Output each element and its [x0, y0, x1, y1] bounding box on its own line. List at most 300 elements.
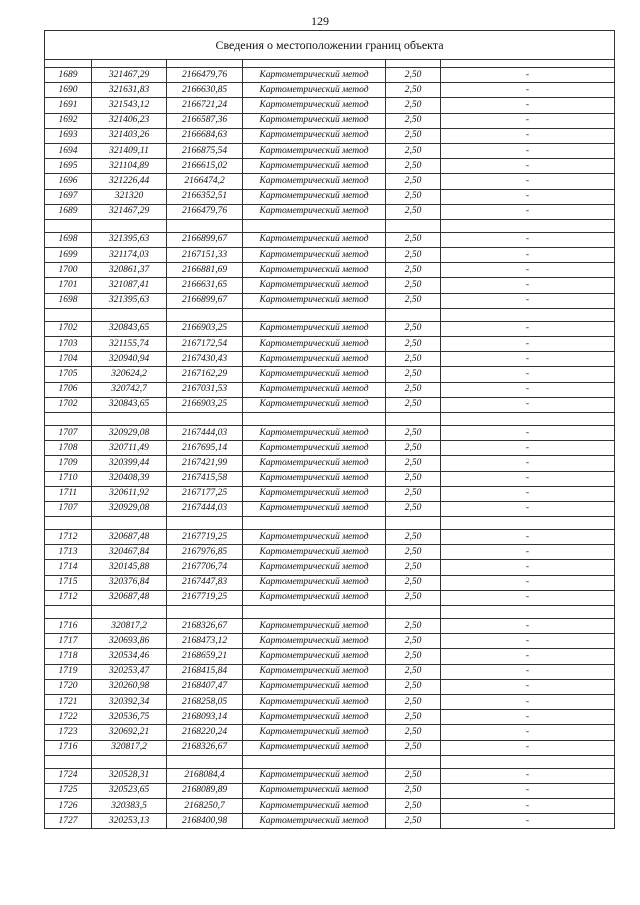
empty-cell — [167, 755, 243, 768]
table-row — [45, 189, 615, 204]
table-row — [45, 232, 615, 247]
empty-cell — [92, 755, 167, 768]
accuracy-cell: 2,50 — [386, 575, 441, 590]
table-row — [45, 783, 615, 798]
method-cell: Картометрический метод — [243, 68, 386, 83]
accuracy-cell: 2,50 — [386, 337, 441, 352]
point-number-cell: 1689 — [45, 204, 92, 219]
coord-x-cell: 320528,31 — [92, 768, 167, 783]
description-cell: - — [441, 486, 615, 501]
accuracy-cell: 2,50 — [386, 441, 441, 456]
point-number-cell: 1717 — [45, 634, 92, 649]
accuracy-cell: 2,50 — [386, 68, 441, 83]
description-cell: - — [441, 425, 615, 440]
description-cell: - — [441, 83, 615, 98]
point-number-cell: 1716 — [45, 740, 92, 755]
point-number-cell: 1702 — [45, 397, 92, 412]
point-number-cell: 1691 — [45, 98, 92, 113]
point-number-cell: 1727 — [45, 814, 92, 829]
accuracy-cell: 2,50 — [386, 278, 441, 293]
description-cell: - — [441, 725, 615, 740]
coord-x-cell: 320861,37 — [92, 263, 167, 278]
point-number-cell: 1694 — [45, 143, 92, 158]
empty-cell — [386, 606, 441, 619]
description-cell: - — [441, 501, 615, 516]
accuracy-cell: 2,50 — [386, 456, 441, 471]
table-row — [45, 799, 615, 814]
accuracy-cell: 2,50 — [386, 501, 441, 516]
method-cell: Картометрический метод — [243, 694, 386, 709]
empty-cell — [92, 219, 167, 232]
method-cell: Картометрический метод — [243, 143, 386, 158]
point-number-cell: 1705 — [45, 367, 92, 382]
accuracy-cell: 2,50 — [386, 204, 441, 219]
accuracy-cell: 2,50 — [386, 740, 441, 755]
empty-cell — [167, 308, 243, 321]
description-cell: - — [441, 128, 615, 143]
point-number-cell: 1719 — [45, 664, 92, 679]
table-row — [45, 397, 615, 412]
point-number-cell: 1713 — [45, 545, 92, 560]
coord-y-cell: 2167162,29 — [167, 367, 243, 382]
point-number-cell: 1718 — [45, 649, 92, 664]
coord-y-cell: 2167706,74 — [167, 560, 243, 575]
coord-y-cell: 2166479,76 — [167, 204, 243, 219]
point-number-cell: 1712 — [45, 530, 92, 545]
table-row — [45, 471, 615, 486]
coord-y-cell: 2167151,33 — [167, 248, 243, 263]
empty-cell — [386, 412, 441, 425]
table-row — [45, 278, 615, 293]
method-cell: Картометрический метод — [243, 204, 386, 219]
coord-x-cell: 320624,2 — [92, 367, 167, 382]
coord-y-cell: 2167695,14 — [167, 441, 243, 456]
coord-x-cell: 320611,92 — [92, 486, 167, 501]
accuracy-cell: 2,50 — [386, 232, 441, 247]
coord-x-cell: 321320 — [92, 189, 167, 204]
header-spacer-row — [45, 60, 615, 68]
point-number-cell: 1706 — [45, 382, 92, 397]
description-cell: - — [441, 768, 615, 783]
empty-cell — [243, 517, 386, 530]
empty-cell — [167, 606, 243, 619]
method-cell: Картометрический метод — [243, 783, 386, 798]
coord-x-cell: 321155,74 — [92, 337, 167, 352]
table-row — [45, 293, 615, 308]
empty-cell — [45, 412, 92, 425]
point-number-cell: 1709 — [45, 456, 92, 471]
coord-y-cell: 2168093,14 — [167, 710, 243, 725]
coord-y-cell: 2168258,05 — [167, 694, 243, 709]
description-cell: - — [441, 799, 615, 814]
accuracy-cell: 2,50 — [386, 664, 441, 679]
point-number-cell: 1716 — [45, 619, 92, 634]
empty-cell — [92, 606, 167, 619]
coord-y-cell: 2167430,43 — [167, 352, 243, 367]
coord-x-cell: 320843,65 — [92, 397, 167, 412]
table-row — [45, 725, 615, 740]
coord-y-cell: 2167421,99 — [167, 456, 243, 471]
method-cell: Картометрический метод — [243, 189, 386, 204]
table-row — [45, 321, 615, 336]
point-number-cell: 1723 — [45, 725, 92, 740]
description-cell: - — [441, 694, 615, 709]
table-row — [45, 649, 615, 664]
method-cell: Картометрический метод — [243, 664, 386, 679]
description-cell: - — [441, 68, 615, 83]
coord-y-cell: 2168250,7 — [167, 799, 243, 814]
table-row — [45, 248, 615, 263]
table-row — [45, 204, 615, 219]
coord-y-cell: 2168220,24 — [167, 725, 243, 740]
point-number-cell: 1698 — [45, 232, 92, 247]
accuracy-cell: 2,50 — [386, 293, 441, 308]
empty-cell — [45, 517, 92, 530]
method-cell: Картометрический метод — [243, 590, 386, 605]
description-cell: - — [441, 367, 615, 382]
empty-cell — [441, 517, 615, 530]
coord-x-cell: 320687,48 — [92, 590, 167, 605]
empty-cell — [441, 755, 615, 768]
empty-cell — [45, 606, 92, 619]
empty-cell — [441, 308, 615, 321]
coord-x-cell: 321104,89 — [92, 159, 167, 174]
accuracy-cell: 2,50 — [386, 710, 441, 725]
description-cell: - — [441, 649, 615, 664]
coord-x-cell: 320260,98 — [92, 679, 167, 694]
accuracy-cell: 2,50 — [386, 679, 441, 694]
table-row — [45, 501, 615, 516]
accuracy-cell: 2,50 — [386, 694, 441, 709]
empty-cell — [243, 755, 386, 768]
table-row — [45, 68, 615, 83]
boundary-table-container — [44, 30, 614, 829]
empty-cell — [243, 219, 386, 232]
table-row — [45, 486, 615, 501]
table-row — [45, 530, 615, 545]
description-cell: - — [441, 248, 615, 263]
point-number-cell: 1726 — [45, 799, 92, 814]
coord-y-cell: 2166474,2 — [167, 174, 243, 189]
empty-cell — [92, 308, 167, 321]
coord-x-cell: 320253,47 — [92, 664, 167, 679]
coord-y-cell: 2168473,12 — [167, 634, 243, 649]
coord-y-cell: 2166899,67 — [167, 232, 243, 247]
empty-cell — [92, 412, 167, 425]
coord-x-cell: 320408,39 — [92, 471, 167, 486]
empty-cell — [167, 412, 243, 425]
accuracy-cell: 2,50 — [386, 352, 441, 367]
table-row — [45, 619, 615, 634]
coord-x-cell: 320376,84 — [92, 575, 167, 590]
accuracy-cell: 2,50 — [386, 382, 441, 397]
description-cell: - — [441, 278, 615, 293]
empty-cell — [45, 60, 92, 68]
accuracy-cell: 2,50 — [386, 143, 441, 158]
method-cell: Картометрический метод — [243, 501, 386, 516]
description-cell: - — [441, 783, 615, 798]
point-number-cell: 1712 — [45, 590, 92, 605]
table-row — [45, 575, 615, 590]
method-cell: Картометрический метод — [243, 293, 386, 308]
table-row — [45, 740, 615, 755]
table-row — [45, 710, 615, 725]
description-cell: - — [441, 634, 615, 649]
point-number-cell: 1720 — [45, 679, 92, 694]
coord-y-cell: 2166615,02 — [167, 159, 243, 174]
accuracy-cell: 2,50 — [386, 649, 441, 664]
coord-x-cell: 320817,2 — [92, 740, 167, 755]
empty-cell — [243, 606, 386, 619]
description-cell: - — [441, 710, 615, 725]
table-row — [45, 263, 615, 278]
empty-cell — [441, 60, 615, 68]
accuracy-cell: 2,50 — [386, 425, 441, 440]
empty-cell — [386, 308, 441, 321]
coord-y-cell: 2167719,25 — [167, 530, 243, 545]
method-cell: Картометрический метод — [243, 159, 386, 174]
description-cell: - — [441, 471, 615, 486]
accuracy-cell: 2,50 — [386, 189, 441, 204]
method-cell: Картометрический метод — [243, 634, 386, 649]
coord-y-cell: 2167172,54 — [167, 337, 243, 352]
empty-cell — [45, 308, 92, 321]
coord-y-cell: 2167976,85 — [167, 545, 243, 560]
table-row — [45, 337, 615, 352]
description-cell: - — [441, 321, 615, 336]
coord-x-cell: 320467,84 — [92, 545, 167, 560]
coord-x-cell: 321543,12 — [92, 98, 167, 113]
coord-x-cell: 320843,65 — [92, 321, 167, 336]
point-number-cell: 1708 — [45, 441, 92, 456]
point-number-cell: 1697 — [45, 189, 92, 204]
table-row — [45, 174, 615, 189]
description-cell: - — [441, 143, 615, 158]
coord-x-cell: 320742,7 — [92, 382, 167, 397]
description-cell: - — [441, 560, 615, 575]
accuracy-cell: 2,50 — [386, 98, 441, 113]
block-separator-row — [45, 517, 615, 530]
coord-y-cell: 2166899,67 — [167, 293, 243, 308]
point-number-cell: 1693 — [45, 128, 92, 143]
coord-x-cell: 320392,34 — [92, 694, 167, 709]
method-cell: Картометрический метод — [243, 710, 386, 725]
accuracy-cell: 2,50 — [386, 128, 441, 143]
coord-x-cell: 320536,75 — [92, 710, 167, 725]
description-cell: - — [441, 456, 615, 471]
accuracy-cell: 2,50 — [386, 367, 441, 382]
table-row — [45, 83, 615, 98]
coord-y-cell: 2168659,21 — [167, 649, 243, 664]
method-cell: Картометрический метод — [243, 174, 386, 189]
accuracy-cell: 2,50 — [386, 321, 441, 336]
table-row — [45, 694, 615, 709]
point-number-cell: 1704 — [45, 352, 92, 367]
coord-y-cell: 2167031,53 — [167, 382, 243, 397]
description-cell: - — [441, 545, 615, 560]
coord-x-cell: 321467,29 — [92, 204, 167, 219]
accuracy-cell: 2,50 — [386, 530, 441, 545]
description-cell: - — [441, 113, 615, 128]
accuracy-cell: 2,50 — [386, 263, 441, 278]
coord-x-cell: 320534,46 — [92, 649, 167, 664]
method-cell: Картометрический метод — [243, 128, 386, 143]
accuracy-cell: 2,50 — [386, 471, 441, 486]
table-row — [45, 560, 615, 575]
method-cell: Картометрический метод — [243, 441, 386, 456]
accuracy-cell: 2,50 — [386, 590, 441, 605]
accuracy-cell: 2,50 — [386, 560, 441, 575]
table-row — [45, 128, 615, 143]
coord-y-cell: 2168089,89 — [167, 783, 243, 798]
method-cell: Картометрический метод — [243, 649, 386, 664]
coord-y-cell: 2166630,85 — [167, 83, 243, 98]
method-cell: Картометрический метод — [243, 98, 386, 113]
point-number-cell: 1710 — [45, 471, 92, 486]
method-cell: Картометрический метод — [243, 530, 386, 545]
description-cell: - — [441, 352, 615, 367]
coord-y-cell: 2166903,25 — [167, 321, 243, 336]
description-cell: - — [441, 204, 615, 219]
point-number-cell: 1698 — [45, 293, 92, 308]
coord-y-cell: 2166875,54 — [167, 143, 243, 158]
coord-x-cell: 320692,21 — [92, 725, 167, 740]
coord-x-cell: 320693,86 — [92, 634, 167, 649]
method-cell: Картометрический метод — [243, 263, 386, 278]
accuracy-cell: 2,50 — [386, 83, 441, 98]
coord-x-cell: 320817,2 — [92, 619, 167, 634]
point-number-cell: 1722 — [45, 710, 92, 725]
empty-cell — [386, 755, 441, 768]
description-cell: - — [441, 98, 615, 113]
method-cell: Картометрический метод — [243, 248, 386, 263]
table-row — [45, 441, 615, 456]
accuracy-cell: 2,50 — [386, 634, 441, 649]
point-number-cell: 1714 — [45, 560, 92, 575]
method-cell: Картометрический метод — [243, 232, 386, 247]
table-row — [45, 768, 615, 783]
table-row — [45, 664, 615, 679]
empty-cell — [386, 219, 441, 232]
point-number-cell: 1700 — [45, 263, 92, 278]
description-cell: - — [441, 189, 615, 204]
coord-x-cell: 320687,48 — [92, 530, 167, 545]
coord-x-cell: 321087,41 — [92, 278, 167, 293]
empty-cell — [45, 755, 92, 768]
coord-x-cell: 321467,29 — [92, 68, 167, 83]
accuracy-cell: 2,50 — [386, 248, 441, 263]
coord-y-cell: 2168326,67 — [167, 619, 243, 634]
table-row — [45, 382, 615, 397]
method-cell: Картометрический метод — [243, 456, 386, 471]
coord-y-cell: 2166684,63 — [167, 128, 243, 143]
coord-x-cell: 321406,23 — [92, 113, 167, 128]
coord-x-cell: 320145,88 — [92, 560, 167, 575]
accuracy-cell: 2,50 — [386, 619, 441, 634]
coord-y-cell: 2166721,24 — [167, 98, 243, 113]
point-number-cell: 1699 — [45, 248, 92, 263]
empty-cell — [92, 60, 167, 68]
empty-cell — [243, 60, 386, 68]
block-separator-row — [45, 308, 615, 321]
accuracy-cell: 2,50 — [386, 799, 441, 814]
boundary-points-table — [44, 30, 615, 829]
method-cell: Картометрический метод — [243, 560, 386, 575]
method-cell: Картометрический метод — [243, 545, 386, 560]
table-row — [45, 159, 615, 174]
coord-y-cell: 2168084,4 — [167, 768, 243, 783]
table-row — [45, 143, 615, 158]
method-cell: Картометрический метод — [243, 382, 386, 397]
description-cell: - — [441, 664, 615, 679]
table-row — [45, 814, 615, 829]
coord-y-cell: 2166903,25 — [167, 397, 243, 412]
coord-x-cell: 320523,65 — [92, 783, 167, 798]
point-number-cell: 1707 — [45, 501, 92, 516]
block-separator-row — [45, 412, 615, 425]
accuracy-cell: 2,50 — [386, 174, 441, 189]
table-row — [45, 456, 615, 471]
accuracy-cell: 2,50 — [386, 486, 441, 501]
empty-cell — [386, 60, 441, 68]
coord-x-cell: 320399,44 — [92, 456, 167, 471]
page-number: 129 — [311, 14, 329, 28]
table-title: Сведения о местоположении границ объекта — [45, 31, 615, 60]
coord-y-cell: 2166881,69 — [167, 263, 243, 278]
coord-y-cell: 2168326,67 — [167, 740, 243, 755]
coord-y-cell: 2167177,25 — [167, 486, 243, 501]
method-cell: Картометрический метод — [243, 768, 386, 783]
description-cell: - — [441, 397, 615, 412]
table-row — [45, 367, 615, 382]
description-cell: - — [441, 382, 615, 397]
point-number-cell: 1695 — [45, 159, 92, 174]
coord-x-cell: 320253,13 — [92, 814, 167, 829]
method-cell: Картометрический метод — [243, 352, 386, 367]
empty-cell — [167, 60, 243, 68]
method-cell: Картометрический метод — [243, 278, 386, 293]
table-row — [45, 352, 615, 367]
method-cell: Картометрический метод — [243, 799, 386, 814]
empty-cell — [45, 219, 92, 232]
coord-x-cell: 321631,83 — [92, 83, 167, 98]
description-cell: - — [441, 740, 615, 755]
block-separator-row — [45, 606, 615, 619]
point-number-cell: 1721 — [45, 694, 92, 709]
coord-y-cell: 2167719,25 — [167, 590, 243, 605]
coord-y-cell: 2166631,65 — [167, 278, 243, 293]
point-number-cell: 1690 — [45, 83, 92, 98]
point-number-cell: 1696 — [45, 174, 92, 189]
empty-cell — [92, 517, 167, 530]
accuracy-cell: 2,50 — [386, 725, 441, 740]
empty-cell — [386, 517, 441, 530]
table-title-row — [45, 31, 615, 60]
coord-y-cell: 2166587,36 — [167, 113, 243, 128]
empty-cell — [441, 219, 615, 232]
description-cell: - — [441, 679, 615, 694]
method-cell: Картометрический метод — [243, 740, 386, 755]
accuracy-cell: 2,50 — [386, 768, 441, 783]
coord-x-cell: 321409,11 — [92, 143, 167, 158]
coord-y-cell: 2166479,76 — [167, 68, 243, 83]
coord-x-cell: 320940,94 — [92, 352, 167, 367]
point-number-cell: 1701 — [45, 278, 92, 293]
method-cell: Картометрический метод — [243, 619, 386, 634]
table-row — [45, 545, 615, 560]
coord-x-cell: 321395,63 — [92, 232, 167, 247]
method-cell: Картометрический метод — [243, 725, 386, 740]
